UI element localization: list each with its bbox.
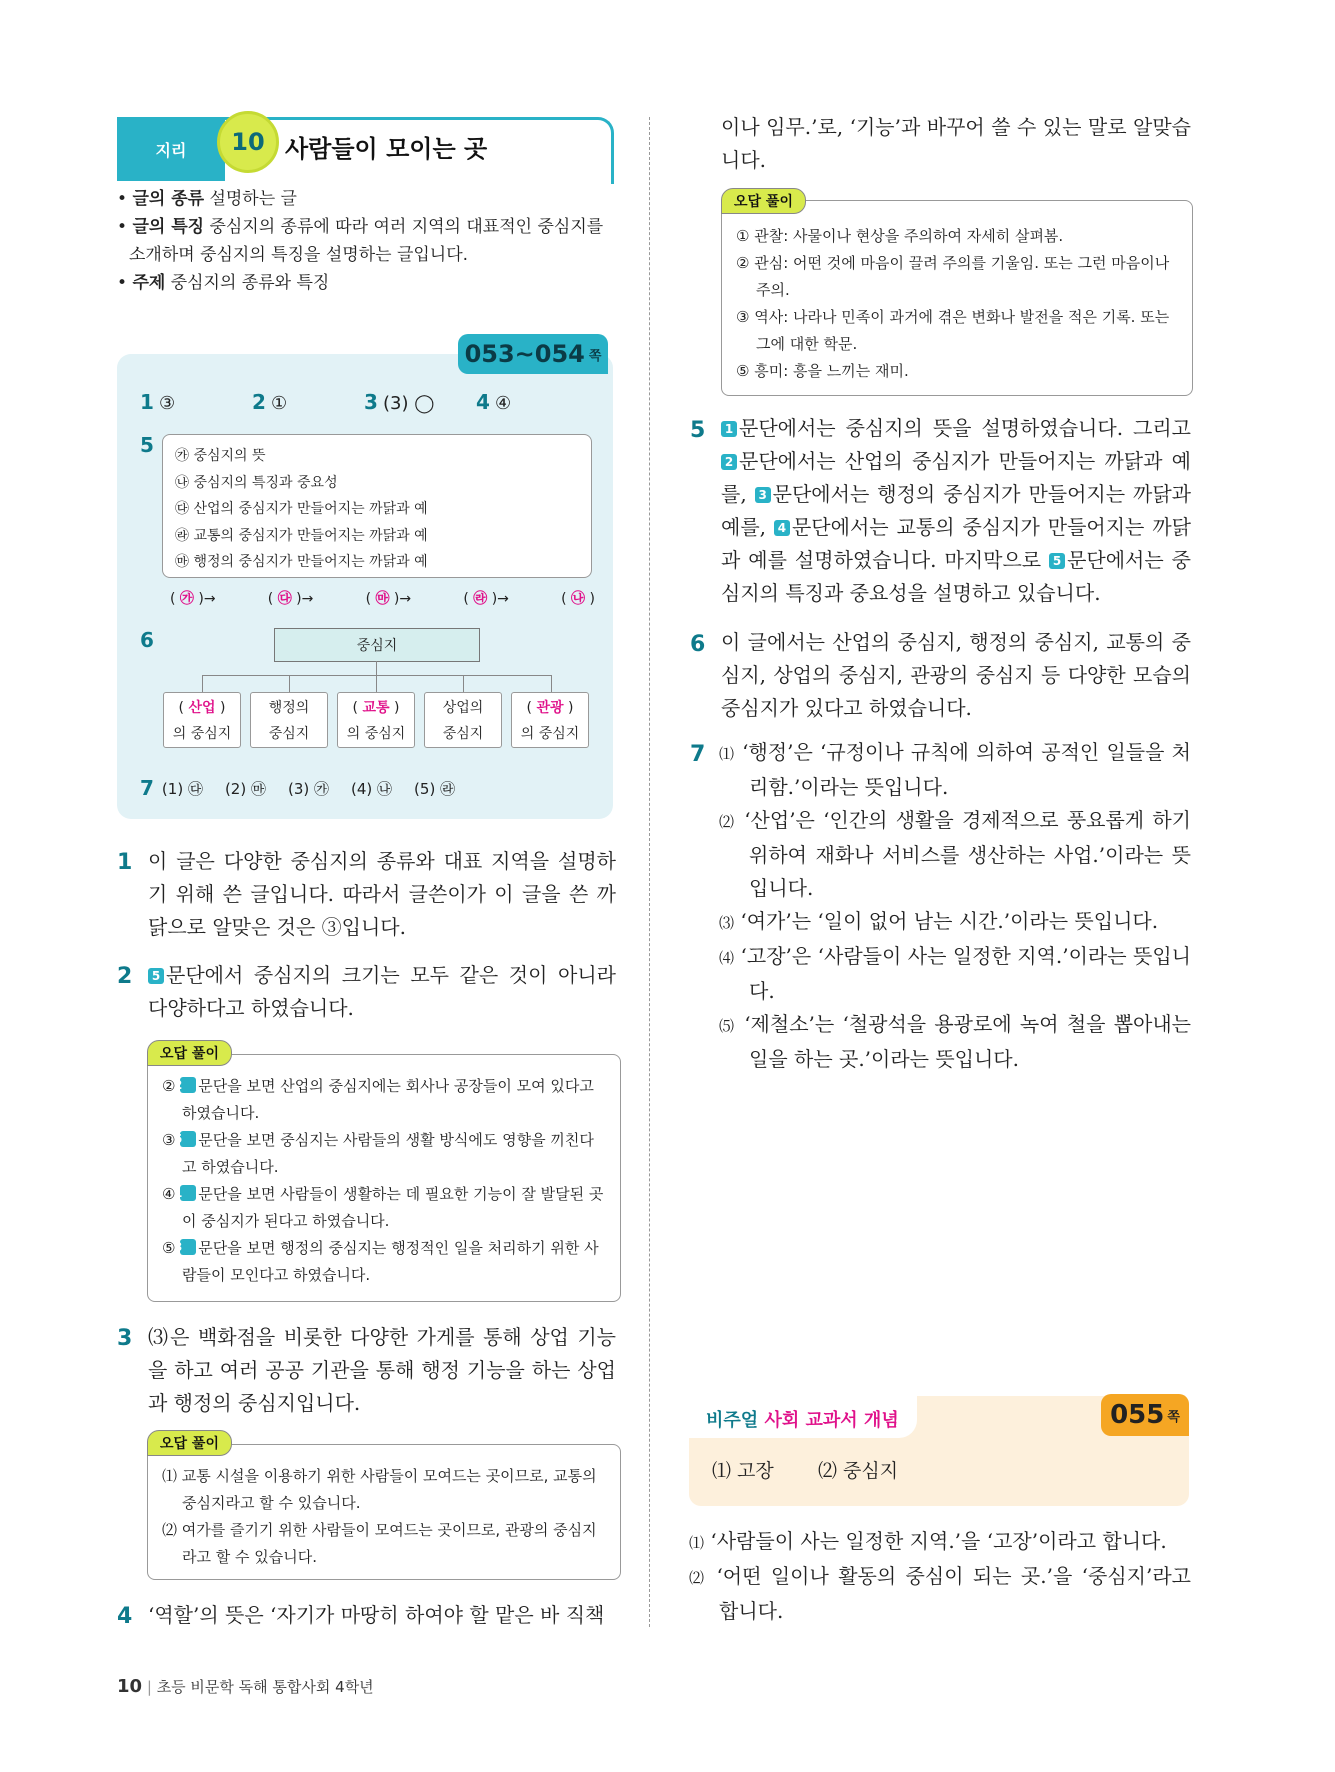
answer-box <box>117 354 613 819</box>
tree-line <box>463 675 464 692</box>
q6-explanation: 이 글에서는 산업의 중심지, 행정의 중심지, 교통의 중심지, 상업의 중심지, 관광의 중심지 등 다양한 모습의 중심지가 있다고 하였습니다. <box>721 630 1191 720</box>
answer-3: 3 (3) ◯ <box>364 390 435 414</box>
answer-5-sequence: ( ㉮ )→ ( ㉰ )→ ( ㉲ )→ ( ㉱ )→ ( ㉯ ) <box>170 591 595 607</box>
seq-5: ㉯ <box>571 591 586 607</box>
seq-1: ㉮ <box>179 591 194 607</box>
q3-explanation: ⑶은 백화점을 비롯한 다양한 가게를 통해 상업 기능을 하고 여러 공공 기관을 통해 행정 기능을 하는 상업과 행정의 중심지입니다. <box>148 1325 616 1415</box>
q7-item: ⑵ ‘산업’은 ‘인간의 생활을 경제적으로 풍요롭게 하기 위하여 재화나 서비스를 생산하는 사업.’이라는 뜻입니다. <box>719 808 1192 900</box>
q2-wrong-item: ③ 5 문단을 보면 중심지는 사람들의 생활 방식에도 영향을 끼친다고 하였습니다. <box>162 1131 594 1176</box>
tree-line <box>551 675 552 692</box>
answer-6-num: 6 <box>140 628 154 652</box>
q4-explanation-cont: 이나 임무.’로, ‘기능’과 바꾸어 쓸 수 있는 말로 알맞습니다. <box>721 115 1191 172</box>
a7-4: (4) ㉯ <box>351 779 393 798</box>
kind-value: 설명하는 글 <box>209 189 297 209</box>
answer-6-root: 중심지 <box>274 628 480 662</box>
option-ga: ㉮ 중심지의 뜻 <box>175 448 266 464</box>
option-ra: ㉱ 교통의 중심지가 만들어지는 까닭과 예 <box>175 527 428 544</box>
subject-label: 지리 <box>117 117 225 181</box>
q5-explanation: 1 문단에서는 중심지의 뜻을 설명하였습니다. 그리고 2 문단에서는 산업의 중심지가 만들어지는 까닭과 예를, 3 문단에서는 행정의 중심지가 만들어지는 까닭과 예를, 4 문단에서는 교통의 중심지가 만들어지는 까닭과 예를 설명하였습니다. 마지막으로 5 문단에서는 중심지의 특징과 중요성을 설명하고 있습니다. <box>721 416 1191 605</box>
answer-5-num: 5 <box>140 433 154 457</box>
visual-answer-2: ⑵ 중심지 <box>818 1460 899 1482</box>
page-footer: 10 | 초등 비문학 독해 통합사회 4학년 <box>117 1676 374 1697</box>
q7-item: ⑴ ‘행정’은 ‘규정이나 규칙에 의하여 공적인 일들을 처리함.’이라는 뜻입니다. <box>719 740 1191 799</box>
theme-value: 중심지의 종류와 특징 <box>170 273 330 293</box>
visual-explanation <box>689 1525 1191 1628</box>
tree-cell-commerce: 상업의 중심지 <box>424 692 502 748</box>
answer-2: 2 ① <box>252 390 288 414</box>
a7-1: (1) ㉰ <box>161 779 203 798</box>
q3-number: 3 <box>117 1326 133 1351</box>
q4-wrong-item: ⑤ 흥미: 흥을 느끼는 재미. <box>736 362 909 380</box>
q2-wrong-item: ⑤ 3 문단을 보면 행정의 중심지는 행정적인 일을 처리하기 위한 사람들이 모인다고 하였습니다. <box>162 1239 599 1284</box>
q4-wrong-label: 오답 풀이 <box>721 188 806 214</box>
q1-explanation: 이 글은 다양한 중심지의 종류와 대표 지역을 설명하기 위해 쓴 글입니다. 따라서 글쓴이가 이 글을 쓴 까닭으로 알맞은 것은 ③입니다. <box>148 849 616 939</box>
tree-cell-transport: ( 교통 ) 의 중심지 <box>337 692 415 748</box>
theme-label: 주제 <box>132 273 166 293</box>
q2-wrong-item: ④ 1 문단을 보면 사람들이 생활하는 데 필요한 기능이 잘 발달된 곳이 중심지가 된다고 하였습니다. <box>162 1185 604 1230</box>
tree-line <box>202 675 552 676</box>
q2-wrong-label: 오답 풀이 <box>147 1040 232 1066</box>
page-number: 10 <box>117 1676 143 1697</box>
q4-number: 4 <box>117 1604 133 1629</box>
a7-3: (3) ㉮ <box>287 779 330 798</box>
a7-2: (2) ㉲ <box>224 779 266 798</box>
lesson-title: 사람들이 모이는 곳 <box>285 135 488 163</box>
q7-explanation <box>719 736 1191 1076</box>
q7-item: ⑷ ‘고장’은 ‘사람들이 사는 일정한 지역.’이라는 뜻입니다. <box>719 944 1191 1003</box>
feature-label: 글의 특징 <box>132 217 205 237</box>
q5-number: 5 <box>690 418 706 443</box>
q6-number: 6 <box>690 632 706 657</box>
q2-explanation: 5 문단에서 중심지의 크기는 모두 같은 것이 아니라 다양하다고 하였습니다. <box>148 963 616 1020</box>
lesson-header <box>117 117 613 177</box>
q3-wrong-box <box>147 1444 621 1580</box>
answer-page-tag: 053~054 쪽 <box>458 334 608 374</box>
tree-line <box>376 675 377 692</box>
answer-4: 4 ④ <box>476 390 512 414</box>
option-da: ㉰ 산업의 중심지가 만들어지는 까닭과 예 <box>175 501 428 517</box>
tree-line <box>376 661 377 675</box>
feature-value-cont: 소개하며 중심지의 특징을 설명하는 글입니다. <box>129 245 469 265</box>
q7-item: ⑶ ‘여가’는 ‘일이 없어 남는 시간.’이라는 뜻입니다. <box>719 909 1159 933</box>
q1-number: 1 <box>117 850 133 875</box>
q2-number: 2 <box>117 964 133 989</box>
q7-number: 7 <box>690 742 706 767</box>
q3-wrong-label: 오답 풀이 <box>147 1430 232 1456</box>
text-info: • 글의 종류 설명하는 글 • 글의 특징 중심지의 종류에 따라 여러 지역의 대표적인 중심지를 소개하며 중심지의 특징을 설명하는 글입니다. • 주제 중심지의 종류와 특징 <box>117 185 617 297</box>
tree-cell-tourism: ( 관광 ) 의 중심지 <box>511 692 589 748</box>
q3-wrong-item: ⑵ 여가를 즐기기 위한 사람들이 모여드는 곳이므로, 관광의 중심지라고 할 수 있습니다. <box>162 1521 597 1566</box>
feature-value: 중심지의 종류에 따라 여러 지역의 대표적인 중심지를 <box>209 217 604 237</box>
seq-2: ㉰ <box>277 591 292 607</box>
visual-answer-1: ⑴ 고장 <box>712 1460 774 1482</box>
q2-wrong-box <box>147 1054 621 1302</box>
seq-4: ㉱ <box>473 591 488 607</box>
tree-cell-admin: 행정의 중심지 <box>250 692 328 748</box>
a7-5: (5) ㉱ <box>414 779 456 798</box>
tree-line <box>202 675 203 692</box>
tree-line <box>289 675 290 692</box>
q4-explanation: ‘역할’의 뜻은 ‘자기가 마땅히 하여야 할 맡은 바 직책 <box>148 1603 605 1627</box>
q2-wrong-item: ② 2 문단을 보면 산업의 중심지에는 회사나 공장들이 모여 있다고 하였습니다. <box>162 1077 594 1122</box>
visual-exp-item: ⑵ ‘어떤 일이나 활동의 중심이 되는 곳.’을 ‘중심지’라고 합니다. <box>689 1564 1191 1623</box>
visual-exp-item: ⑴ ‘사람들이 사는 일정한 지역.’을 ‘고장’이라고 합니다. <box>689 1529 1167 1553</box>
visual-concept-title: 비주얼 사회 교과서 개념 <box>706 1410 899 1431</box>
option-na: ㉯ 중심지의 특징과 중요성 <box>175 474 338 491</box>
tree-cell-industry: ( 산업 ) 의 중심지 <box>163 692 241 748</box>
answer-1: 1 ③ <box>140 390 176 414</box>
q4-wrong-item: ③ 역사: 나라나 민족이 과거에 겪은 변화나 발전을 적은 기록. 또는 그에 대한 학문. <box>736 308 1170 353</box>
q7-item: ⑸ ‘제철소’는 ‘철광석을 용광로에 녹여 철을 뽑아내는 일을 하는 곳.’이라는 뜻입니다. <box>719 1012 1192 1071</box>
q4-wrong-item: ① 관찰: 사물이나 현상을 주의하여 자세히 살펴봄. <box>736 227 1064 245</box>
book-title: 초등 비문학 독해 통합사회 4학년 <box>156 1678 374 1696</box>
kind-label: 글의 종류 <box>132 189 205 209</box>
column-divider <box>649 117 650 1627</box>
answer-5-options <box>162 434 592 578</box>
q4-wrong-box <box>721 200 1193 396</box>
lesson-number-badge: 10 <box>217 111 279 173</box>
seq-3: ㉲ <box>375 591 390 607</box>
visual-page-tag: 055 쪽 <box>1101 1394 1189 1436</box>
q4-wrong-item: ② 관심: 어떤 것에 마음이 끌려 주의를 기울임. 또는 그런 마음이나 주의. <box>736 254 1170 299</box>
answer-7: 7 (1) ㉰ (2) ㉲ (3) ㉮ (4) ㉯ (5) ㉱ <box>140 776 456 800</box>
option-ma: ㉲ 행정의 중심지가 만들어지는 까닭과 예 <box>175 554 428 570</box>
q3-wrong-item: ⑴ 교통 시설을 이용하기 위한 사람들이 모여드는 곳이므로, 교통의 중심지라고 할 수 있습니다. <box>162 1467 597 1512</box>
